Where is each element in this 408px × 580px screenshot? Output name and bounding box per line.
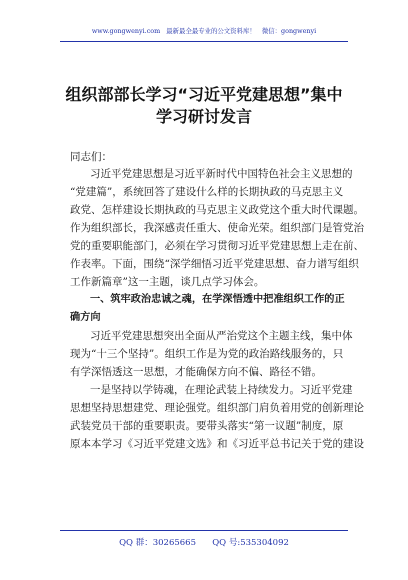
section-heading: 一、筑牢政治忠诚之魂，在学深悟透中把准组织工作的正 xyxy=(90,294,345,305)
footer-divider xyxy=(60,530,348,531)
body-line: 一是坚持以学铸魂，在理论武装上持续发力。习近平党建 xyxy=(90,384,353,396)
body-line: 作为组织部长，我深感责任重大、使命光荣。组织部门是管党治 xyxy=(70,222,364,234)
document-title-line-1: 组织部部长学习“习近平党建思想”集中 xyxy=(65,85,343,104)
body-line: 习近平党建思想突出全面从严治党这个主题主线，集中体 xyxy=(90,330,353,342)
body-line: 工作新篇章”这一主题，谈几点学习体会。 xyxy=(70,276,265,288)
body-line: 习近平党建思想是习近平新时代中国特色社会主义思想的 xyxy=(90,168,353,180)
body-line: 思想坚持思想建党、理论强党。组织部门肩负着用党的创新理论 xyxy=(70,402,364,414)
body-line: “党建篇”，系统回答了建设什么样的长期执政的马克思主义 xyxy=(70,186,344,198)
header-divider xyxy=(60,41,348,42)
section-heading: 确方向 xyxy=(70,312,101,323)
body-line: 党的重要职能部门，必须在学习贯彻习近平党建思想上走在前、 xyxy=(70,240,364,252)
body-line: 有学深悟透这一思想，才能确保方向不偏、路径不错。 xyxy=(70,366,322,378)
body-line: 原本本学习《习近平党建文选》和《习近平总书记关于党的建设 xyxy=(70,438,364,450)
body-line: 武装党员干部的重要职责。要带头落实“第一议题”制度，原 xyxy=(70,420,344,432)
body-line: 作表率。下面，围绕“深学细悟习近平党建思想、奋力谱写组织 xyxy=(70,258,359,270)
body-line: 现为“十三个坚持”。组织工作是为党的政治路线服务的，只 xyxy=(70,348,344,360)
page-header: www.gongwenyi.com 最新最全最专业的公文资料库！ 微信：gongwenyi xyxy=(91,27,317,35)
body-line: 政党、怎样建设长期执政的马克思主义政党这个重大时代课题。 xyxy=(70,204,364,216)
page-footer: QQ 群：30265665 QQ 号:535304092 xyxy=(119,538,289,548)
salutation: 同志们： xyxy=(70,151,112,163)
document-title-line-2: 学习研讨发言 xyxy=(155,107,252,126)
